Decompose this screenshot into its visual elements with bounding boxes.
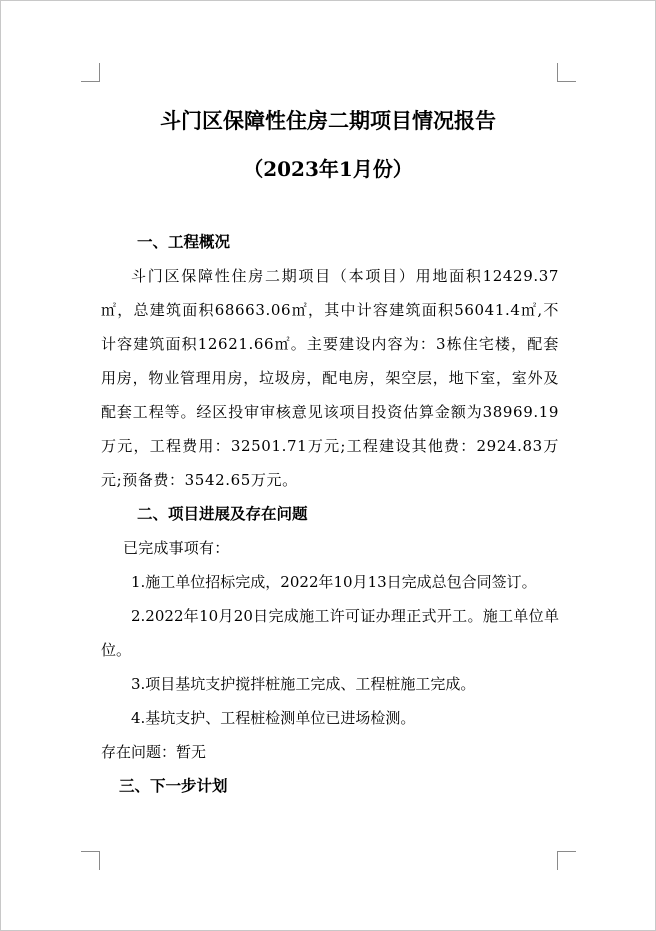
crop-mark-bottom-left (81, 851, 100, 870)
report-body (101, 225, 559, 803)
issues-line: 存在问题：暂无 (101, 743, 207, 761)
section-heading-progress: 二、项目进展及存在问题 (137, 504, 308, 523)
section-heading-overview: 一、工程概况 (137, 232, 231, 251)
report-title: 斗门区保障性住房二期项目情况报告 (160, 108, 496, 133)
crop-mark-top-left (81, 63, 100, 82)
progress-item: 2.2022年10月20日完成施工许可证办理正式开工。施工单位单位。 (101, 607, 559, 659)
crop-mark-top-right (557, 63, 576, 82)
progress-item: 4.基坑支护、工程桩检测单位已进场检测。 (131, 709, 416, 727)
progress-item: 3.项目基坑支护搅拌桩施工完成、工程桩施工完成。 (131, 675, 476, 693)
crop-mark-bottom-right (557, 851, 576, 870)
section-heading-next-plan: 三、下一步计划 (119, 776, 228, 795)
report-subtitle: （2023年1月份） (243, 157, 413, 181)
completed-label: 已完成事项有： (123, 539, 230, 557)
progress-item: 1.施工单位招标完成，2022年10月13日完成总包合同签订。 (131, 573, 537, 591)
overview-paragraph: 斗门区保障性住房二期项目（本项目）用地面积12429.37㎡，总建筑面积68663.06㎡，其中计容建筑面积56041.4㎡,不计容建筑面积12621.66㎡。主要建设内容为：3栋住宅楼，配套用房，物业管理用房，垃圾房，配电房，架空层，地下室，室外及配套工程等。经区投审审核意见该项目投资估算金额为38969.19万元，工程费用：32501.71万元;工程建设其他费：2924.83万元;预备费：3542.65万元。 (101, 267, 559, 489)
